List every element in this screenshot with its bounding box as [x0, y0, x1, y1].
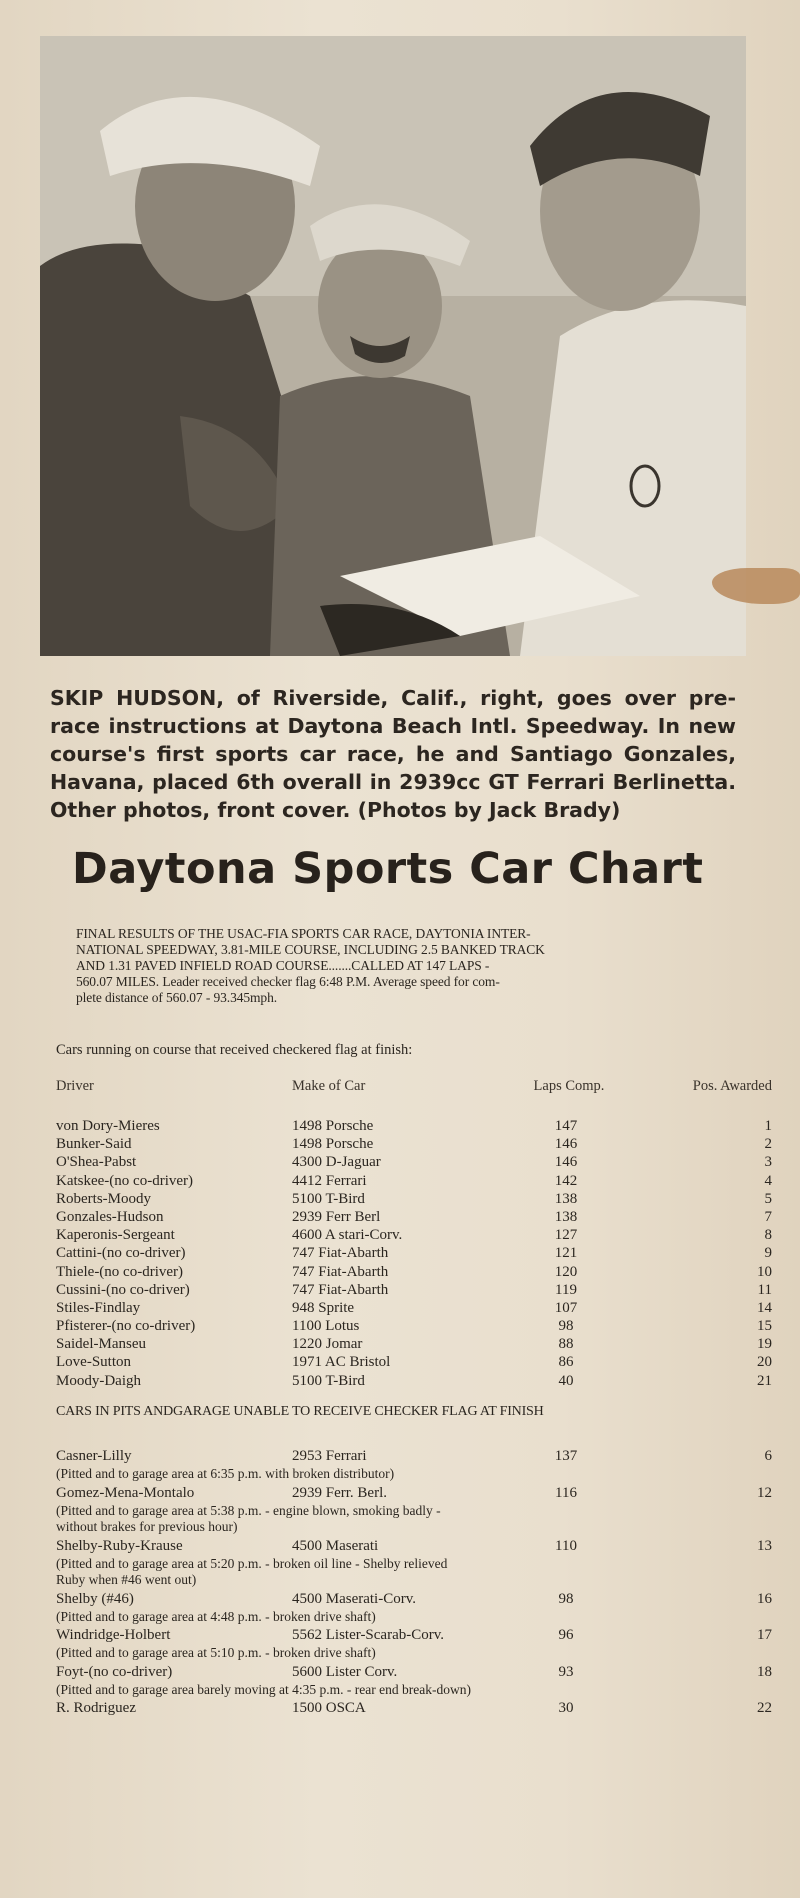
cell-car: 1498 Porsche: [292, 1118, 374, 1134]
pit-note: (Pitted and to garage area at 5:10 p.m. - broken drive shaft): [56, 1645, 376, 1660]
pit-note: (Pitted and to garage area barely moving at 4:35 p.m. - rear end break-down): [56, 1681, 471, 1697]
column-headers: [56, 1078, 772, 1118]
col-car: Make of Car: [292, 1078, 366, 1094]
intro-line: FINAL RESULTS OF THE USAC-FIA SPORTS CAR RACE, DAYTONIA INTER-: [76, 926, 531, 941]
intro-line: AND 1.31 PAVED INFIELD ROAD COURSE.......CALLED AT 147 LAPS -: [76, 958, 490, 973]
pit-note: (Pitted and to garage area at 5:20 p.m. - broken oil line - Shelby relieved Ruby when #46 went out): [56, 1555, 448, 1587]
table-header-row: [56, 1078, 772, 1118]
cell-laps: 146: [554, 1154, 578, 1171]
cell-car: 747 Fiat-Abarth: [292, 1245, 389, 1262]
cell-driver: Shelby-Ruby-Krause: [56, 1537, 183, 1554]
cell-laps: 137: [554, 1448, 578, 1464]
cell-car: 2939 Ferr. Berl.: [292, 1484, 387, 1501]
finishers-table: [56, 1118, 772, 1391]
cell-laps: 147: [554, 1118, 578, 1134]
cell-car: 4300 D-Jaguar: [292, 1154, 381, 1171]
intro-line: 560.07 MILES. Leader received checker flag 6:48 P.M. Average speed for com-: [76, 974, 500, 989]
table-row: [56, 1373, 772, 1391]
cell-driver: Kaperonis-Sergeant: [56, 1227, 175, 1244]
table-row: [56, 1209, 772, 1227]
cell-pos: 1: [764, 1118, 772, 1134]
cell-driver: Cattini-(no co-driver): [56, 1245, 186, 1262]
cell-driver: Cussini-(no co-driver): [56, 1281, 190, 1298]
cell-laps: 146: [554, 1136, 578, 1153]
cell-car: 747 Fiat-Abarth: [292, 1281, 389, 1298]
cell-pos: 22: [757, 1700, 772, 1716]
cell-laps: 127: [554, 1227, 578, 1244]
headline: Daytona Sports Car Chart: [72, 844, 704, 894]
col-pos: Pos. Awarded: [692, 1078, 772, 1094]
pit-entry-head: [56, 1448, 772, 1466]
pit-entry-head: [56, 1538, 772, 1556]
cell-driver: Saidel-Manseu: [56, 1336, 146, 1353]
list-item: [56, 1485, 772, 1536]
cell-pos: 14: [757, 1299, 772, 1316]
cell-car: 5562 Lister-Scarab-Corv.: [292, 1627, 445, 1643]
pit-note: (Pitted and to garage area at 5:38 p.m. - engine blown, smoking badly - without brakes for previous hour): [56, 1502, 441, 1534]
cell-driver: Love-Sutton: [56, 1354, 131, 1371]
cell-pos: 19: [757, 1336, 772, 1353]
cell-driver: Bunker-Said: [56, 1136, 132, 1153]
cell-car: 5100 T-Bird: [292, 1190, 365, 1207]
table-row: [56, 1245, 772, 1263]
cell-pos: 7: [764, 1208, 772, 1225]
cell-driver: O'Shea-Pabst: [56, 1154, 137, 1171]
cell-pos: 21: [757, 1372, 772, 1389]
list-item: [56, 1591, 772, 1626]
cell-driver: Roberts-Moody: [56, 1190, 151, 1207]
pit-note: (Pitted and to garage area at 6:35 p.m. with broken distributor): [56, 1466, 395, 1481]
cell-pos: 4: [764, 1172, 772, 1189]
cell-laps: 138: [554, 1208, 578, 1225]
table-row: [56, 1154, 772, 1172]
cell-driver: Windridge-Holbert: [56, 1627, 171, 1643]
cell-pos: 3: [764, 1154, 772, 1171]
cell-laps: 88: [558, 1336, 574, 1353]
cell-car: 747 Fiat-Abarth: [292, 1263, 389, 1280]
pit-entry-head: [56, 1627, 772, 1645]
cell-driver: Gonzales-Hudson: [56, 1208, 164, 1225]
pit-note: (Pitted and to garage area at 4:48 p.m. - broken drive shaft): [56, 1608, 376, 1624]
cell-laps: 119: [555, 1281, 577, 1298]
cell-driver: Thiele-(no co-driver): [56, 1263, 184, 1280]
table-row: [56, 1227, 772, 1245]
cell-laps: 116: [555, 1484, 577, 1501]
cell-laps: 93: [558, 1663, 574, 1680]
cell-pos: 12: [757, 1484, 772, 1501]
cell-car: 4500 Maserati: [292, 1537, 379, 1554]
cell-pos: 10: [757, 1263, 772, 1280]
cell-laps: 120: [554, 1263, 578, 1280]
cell-driver: Casner-Lilly: [56, 1448, 132, 1464]
cell-pos: 18: [757, 1663, 772, 1680]
cell-driver: Foyt-(no co-driver): [56, 1663, 173, 1680]
cell-driver: Moody-Daigh: [56, 1372, 141, 1389]
cell-pos: 16: [757, 1590, 772, 1607]
table-row: [56, 1282, 772, 1300]
cell-laps: 98: [558, 1318, 574, 1335]
race-drivers-photo: [40, 36, 746, 656]
cell-laps: 110: [555, 1537, 577, 1554]
finishers-subhead: Cars running on course that received checkered flag at finish:: [56, 1042, 413, 1058]
results-intro: [76, 926, 766, 1006]
cell-driver: von Dory-Mieres: [56, 1118, 160, 1134]
table-row: [56, 1191, 772, 1209]
cell-car: 948 Sprite: [292, 1299, 355, 1316]
cell-car: 4412 Ferrari: [292, 1172, 367, 1189]
cell-laps: 40: [558, 1372, 574, 1389]
cell-pos: 11: [757, 1281, 772, 1298]
cell-car: 1500 OSCA: [292, 1700, 366, 1716]
col-laps: Laps Comp.: [533, 1078, 605, 1094]
table-row: [56, 1318, 772, 1336]
cell-pos: 5: [764, 1190, 772, 1207]
cell-car: 5100 T-Bird: [292, 1372, 365, 1389]
cell-car: 2939 Ferr Berl: [292, 1208, 381, 1225]
non-finishers-table: [56, 1448, 772, 1720]
list-item: [56, 1664, 772, 1699]
cell-laps: 107: [554, 1299, 578, 1316]
intro-line: NATIONAL SPEEDWAY, 3.81-MILE COURSE, INCLUDING 2.5 BANKED TRACK: [76, 942, 545, 957]
cell-driver: Gomez-Mena-Montalo: [56, 1484, 195, 1501]
cell-pos: 17: [757, 1627, 772, 1643]
cell-pos: 13: [757, 1537, 772, 1554]
cell-car: 4600 A stari-Corv.: [292, 1227, 403, 1244]
pit-entry-head: [56, 1591, 772, 1609]
table-row: [56, 1354, 772, 1372]
list-item: [56, 1538, 772, 1589]
cell-laps: 121: [554, 1245, 578, 1262]
cell-car: 5600 Lister Corv.: [292, 1663, 398, 1680]
pit-entry-head: [56, 1664, 772, 1682]
cell-pos: 2: [764, 1136, 772, 1153]
list-item: [56, 1627, 772, 1662]
cell-laps: 96: [558, 1627, 574, 1643]
table-row: [56, 1136, 772, 1154]
cell-pos: 9: [764, 1245, 772, 1262]
intro-line: plete distance of 560.07 - 93.345mph.: [76, 990, 278, 1005]
cell-laps: 138: [554, 1190, 578, 1207]
cell-pos: 8: [764, 1227, 772, 1244]
cell-laps: 86: [558, 1354, 574, 1371]
pit-entry-head: [56, 1700, 772, 1718]
table-row: [56, 1300, 772, 1318]
col-driver: Driver: [56, 1078, 94, 1094]
table-row: [56, 1264, 772, 1282]
cell-driver: R. Rodriguez: [56, 1700, 136, 1716]
table-row: [56, 1336, 772, 1354]
cell-laps: 30: [558, 1700, 574, 1716]
cell-car: 1971 AC Bristol: [292, 1354, 391, 1371]
cell-car: 4500 Maserati-Corv.: [292, 1590, 416, 1607]
cell-car: 2953 Ferrari: [292, 1448, 367, 1464]
list-item: [56, 1448, 772, 1483]
cell-car: 1100 Lotus: [292, 1318, 360, 1335]
cell-pos: 20: [757, 1354, 772, 1371]
pit-entry-head: [56, 1485, 772, 1503]
cell-laps: 98: [558, 1590, 574, 1607]
table-row: [56, 1173, 772, 1191]
cell-car: 1220 Jomar: [292, 1336, 363, 1353]
cell-driver: Stiles-Findlay: [56, 1299, 141, 1316]
list-item: [56, 1700, 772, 1718]
cell-driver: Pfisterer-(no co-driver): [56, 1318, 196, 1335]
photo-caption: SKIP HUDSON, of Riverside, Calif., right, goes over pre-race instructions at Daytona Beach Intl. Speedway. In new course's first sports car race, he and Santiago Gonzales, Havana, placed 6th overall in 2939cc GT Ferrari Berlinetta. Other photos, front cover. (Photos by Jack Brady): [50, 686, 736, 822]
cell-laps: 142: [554, 1172, 578, 1189]
cell-car: 1498 Porsche: [292, 1136, 374, 1153]
cell-driver: Shelby (#46): [56, 1590, 134, 1607]
pits-section-heading: CARS IN PITS ANDGARAGE UNABLE TO RECEIVE CHECKER FLAG AT FINISH: [56, 1404, 544, 1419]
cell-pos: 6: [764, 1448, 772, 1464]
cell-pos: 15: [757, 1318, 772, 1335]
table-row: [56, 1118, 772, 1136]
cell-driver: Katskee-(no co-driver): [56, 1172, 194, 1189]
